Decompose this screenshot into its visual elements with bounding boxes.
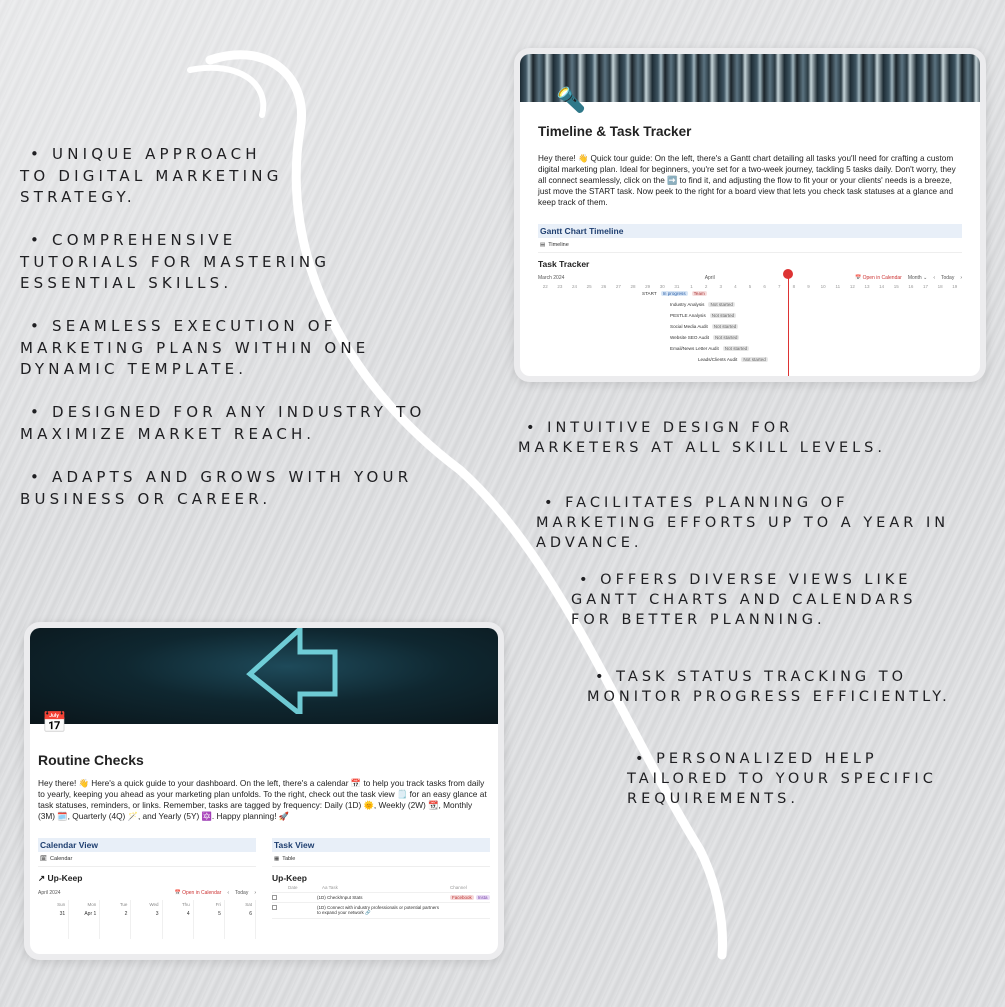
next-button[interactable]: › [254,890,256,896]
prev-button[interactable]: ‹ [933,275,935,281]
table-row[interactable] [272,893,490,903]
month-select[interactable]: Month ⌄ [907,275,928,281]
task-name: PESTLE Analysis [670,313,706,318]
timeline-date: 14 [879,284,885,289]
open-calendar-button[interactable]: 📅 Open in Calendar [174,890,222,896]
timeline-date: 1 [690,284,693,289]
gantt-task[interactable] [670,335,739,340]
task-view [272,838,490,939]
gantt-task[interactable] [642,291,707,296]
calendar-day[interactable]: 31 [38,909,69,939]
calendar-month: April 2024 [38,890,61,896]
team-badge: Team [693,291,705,296]
table-header [272,883,490,893]
feature-bullet [536,493,949,553]
feature-bullet-line: ADVANCE. [536,535,643,551]
weekday-label: Tue [100,900,131,909]
table-row[interactable] [272,903,490,919]
next-button[interactable]: › [960,275,962,281]
status-badge: Not started [714,335,738,340]
feature-bullet [20,144,283,209]
timeline-date: 30 [659,284,665,289]
task-subheader: Up-Keep [272,873,307,883]
weekday-label: Mon [69,900,100,909]
weekday-label: Fri [194,900,225,909]
timeline-date: 24 [572,284,578,289]
feature-bullet [20,230,330,295]
calendar-grid [38,900,256,939]
timeline-toolbar [538,275,962,281]
open-calendar-button[interactable]: 📅 Open in Calendar [854,275,902,281]
calendar-day[interactable]: 2 [100,909,131,939]
task-name: Social Media Audit [670,324,708,329]
month-label-left: March 2024 [538,275,565,281]
channel-tag: Insta [477,895,488,900]
task-name: Email/News Letter Audit [670,346,719,351]
flashlight-icon: 🔦 [556,87,586,114]
tab-calendar[interactable]: 🗓 Calendar [38,852,256,867]
feature-bullet-lead: • PERSONALIZED HELP [635,751,878,767]
gantt-task[interactable] [670,324,738,329]
feature-bullet-lead: • TASK STATUS TRACKING TO [595,669,908,685]
feature-bullet-lead: • SEAMLESS EXECUTION OF [30,317,337,335]
page-description: Hey there! 👋 Here's a quick guide to your dashboard. On the left, there's a calendar 📅 to help you track tasks from daily to yearly, keeping you ahead as your marketing plan unfolds. To the right, check out the task view 🗒️ for an easy glance at task statuses, reminders, or links. Remember, tasks are tagged by frequency: Daily (1D) 🌞, Weekly (2W) 📆, Monthly (3M) 🗓️, Quarterly (4Q) 🪄, and Yearly (5Y) 🔯. Happy planning! 🚀 [38,778,487,821]
feature-bullet-lead: • COMPREHENSIVE [30,231,237,249]
table-icon: ▦ [274,856,280,862]
row-checkbox[interactable] [272,895,277,900]
calendar-day[interactable]: 6 [225,909,256,939]
feature-bullet [587,667,951,707]
task-section-header: Task View [272,838,490,852]
prev-button[interactable]: ‹ [227,890,229,896]
feature-bullet [518,418,886,458]
timeline-date: 16 [908,284,914,289]
timeline-date: 19 [952,284,958,289]
calendar-subheader: ↗ Up-Keep [38,873,83,883]
feature-bullet-line: TO DIGITAL MARKETING [20,166,283,185]
timeline-date: 25 [586,284,592,289]
timeline-date: 13 [864,284,870,289]
timeline-date: 23 [557,284,563,289]
weekday-label: Sat [225,900,256,909]
timeline-date: 6 [763,284,766,289]
status-badge: Not started [711,313,735,318]
section-header: Gantt Chart Timeline [538,224,962,238]
timeline-card [514,48,986,382]
channel-tag: Facebook [452,895,472,900]
column-channel: Channel [450,885,467,890]
routine-card [24,622,504,960]
page-description: Hey there! 👋 Quick tour guide: On the left, there's a Gantt chart detailing all tasks you'll need for crafting a custom digital marketing plan. Ideal for beginners, you're set for a two-week journey, tackling 5 tasks daily. Don't worry, they all connect seamlessly, click on the ➡️ to find it, and adjusting the flow to fit your or your clients' needs is a breeze, just move the START task. Now peek to the right for a board view that lets you check task statuses at a glance and keep track of them. [538,154,956,207]
timeline-date: 3 [719,284,723,289]
calendar-icon: 🗓 [40,856,47,862]
feature-bullet-line: BUSINESS OR CAREER. [20,489,272,508]
feature-bullet-lead: • FACILITATES PLANNING OF [544,495,849,511]
timeline-date: 9 [807,284,810,289]
timeline-icon: ▤ [540,242,546,248]
gantt-task[interactable] [670,313,736,318]
calendar-view [38,838,256,939]
status-badge: In progress [662,291,686,296]
feature-bullet-lead: • OFFERS DIVERSE VIEWS LIKE [579,572,912,588]
channel-cell [450,895,490,900]
status-badge: Not started [710,302,733,307]
today-line [788,271,789,381]
timeline-date: 4 [734,284,737,289]
row-checkbox[interactable] [272,905,277,910]
status-badge: Not started [713,324,737,329]
column-task: Aa Task [322,885,338,890]
page-title: Timeline & Task Tracker [538,124,692,139]
timeline-date: 31 [674,284,680,289]
timeline-date: 17 [923,284,929,289]
feature-bullet-lead: • ADAPTS AND GROWS WITH YOUR [30,468,413,486]
feature-bullet-lead: • INTUITIVE DESIGN FOR [526,420,794,436]
feature-bullet [20,402,426,445]
timeline-date: 11 [835,284,841,289]
calendar-toolbar [38,890,256,896]
feature-bullet-line: DYNAMIC TEMPLATE. [20,360,248,378]
feature-bullet-line: TUTORIALS FOR MASTERING [20,252,331,271]
weekday-label: Thu [163,900,194,909]
task-name: START [642,291,657,296]
task-name: Website SEO Audit [670,335,709,340]
timeline-date: 18 [937,284,943,289]
calendar-icon: 📅 [42,712,67,734]
calendar-day[interactable]: Apr 1 [69,909,100,939]
feature-bullet-line: MARKETING EFFORTS UP TO A YEAR IN [536,515,950,531]
calendar-day[interactable]: 3 [131,909,162,939]
timeline-date: 22 [542,284,548,289]
calendar-day[interactable]: 4 [163,909,194,939]
month-label-mid: April [704,275,715,281]
feature-bullet [20,316,369,381]
timeline-date: 5 [748,284,752,289]
feature-bullet-line: GANTT CHARTS AND CALENDARS [571,592,917,608]
task-cell: (1D) Connect with industry professionals or potential partners to expand your network 🔗 [317,905,440,915]
timeline-date: 26 [601,284,607,289]
feature-bullet-line: TAILORED TO YOUR SPECIFIC [627,771,937,787]
channel-cell [450,905,490,916]
feature-bullet-lead: • UNIQUE APPROACH [30,145,261,163]
weekday-label: Sun [38,900,69,909]
timeline-date: 29 [645,284,651,289]
task-tracker-title: Task Tracker [538,259,590,269]
neon-arrow-icon [230,624,340,714]
feature-bullet-line: FOR BETTER PLANNING. [571,612,826,628]
column-date: Date [288,885,298,890]
task-name: Industry Analysis [670,302,705,307]
feature-bullet [627,749,937,809]
page-title: Routine Checks [38,752,144,768]
feature-bullet [20,467,412,510]
feature-bullet-line: STRATEGY. [20,188,136,206]
weekday-label: Wed [131,900,162,909]
today-button[interactable]: Today [234,890,249,896]
feature-bullet-line: MARKETING PLANS WITHIN ONE [20,338,370,357]
gantt-task[interactable] [670,302,735,307]
feature-bullet-lead: • DESIGNED FOR ANY INDUSTRY TO [30,403,426,421]
timeline-date: 10 [820,284,826,289]
timeline-date: 2 [704,284,708,289]
feature-bullet-line: MARKETERS AT ALL SKILL LEVELS. [518,440,886,456]
tab-timeline[interactable]: ▤ Timeline [538,238,962,253]
routine-banner [30,628,498,724]
feature-bullet-line: MAXIMIZE MARKET REACH. [20,424,316,443]
feature-bullet-line: ESSENTIAL SKILLS. [20,274,233,292]
timeline-date: 8 [792,284,796,289]
today-button[interactable]: Today [940,275,955,281]
tab-table[interactable]: ▦ Table [272,852,490,867]
feature-bullet-line: MONITOR PROGRESS EFFICIENTLY. [587,689,951,705]
gantt-chart [538,291,962,371]
feature-bullet [571,570,917,630]
timeline-dates [538,284,962,289]
status-badge: Not started [724,346,748,351]
calendar-section-header: Calendar View [38,838,256,852]
status-badge: Not started [743,357,766,362]
timeline-date: 7 [778,284,781,289]
task-name: Leads/Clients Audit [698,357,738,362]
timeline-date: 28 [630,284,636,289]
gantt-task[interactable] [670,346,749,351]
timeline-date: 12 [849,284,855,289]
task-cell: (1D) Check/Input Stats [317,895,363,900]
gantt-task[interactable] [698,357,768,362]
calendar-day[interactable]: 5 [194,909,225,939]
timeline-date: 15 [893,284,899,289]
timeline-banner [520,54,980,102]
timeline-date: 27 [615,284,621,289]
feature-bullet-line: REQUIREMENTS. [627,791,799,807]
